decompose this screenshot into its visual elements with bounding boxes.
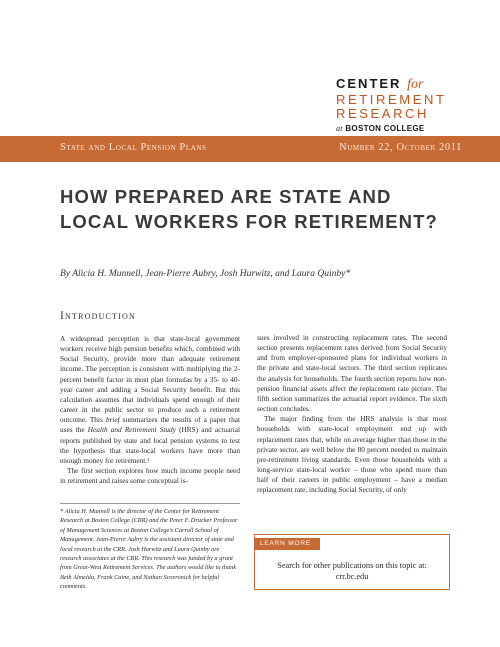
- website-link[interactable]: crr.bc.edu: [335, 572, 369, 581]
- learn-more-line: Search for other publications on this topic at:: [277, 561, 427, 570]
- byline: By Alicia H. Munnell, Jean-Pierre Aubry, Josh Hurwitz, and Laura Quinby*: [60, 269, 351, 279]
- body-paragraph-1: sues involved in constructing replacement rates. The second section presents replacement rates derived from Social Security and from employer-sponsored plans for individual workers in the private and state-local sectors. The third section replicates the analysis for households. The fourth section reports how non-pension financial assets affect the replacement rate picture. The fifth section summarizes the actuarial report evidence. The sixth section concludes.: [257, 333, 447, 414]
- section-heading: Introduction: [60, 310, 137, 322]
- right-column: [257, 333, 447, 496]
- footnote-divider: [60, 503, 240, 504]
- series-name: State and Local Pension Plans: [60, 142, 207, 153]
- crr-logo: [336, 76, 454, 133]
- learn-more-tab: LEARN MORE: [254, 538, 320, 550]
- body-paragraph-2: The major finding from the HRS analysis is that most households with state-local employment end up with replacement rates that, while on average higher than those in the private sector, are well below the 80 percent needed to maintain pre-retirement living standards. Even those households with a long-service state-local worker – those who spend more than half of their careers in public employment – have a median replacement rate, including Social Security, of only: [257, 414, 447, 495]
- page-title: HOW PREPARED ARE STATE AND LOCAL WORKERS FOR RETIREMENT?: [60, 186, 438, 232]
- logo-line-retirement: RETIREMENT: [336, 92, 447, 107]
- author-footnote: * Alicia H. Munnell is the director of the Center for Retirement Research at Boston College (CRR) and the Peter F. Drucker Professor of Management Sciences at Boston College's Carroll School of Management. Jean-Pierre Aubry is the assistant director of state and local research at the CRR. Josh Hurwitz and Laura Quinby are research associates at the CRR. This research was funded by a grant from Great-West Retirement Services. The authors would like to thank Beth Almeida, Frank Caine, and Nathan Scovronick for helpful comments.: [60, 508, 238, 591]
- series-banner: [0, 136, 500, 162]
- intro-paragraph-2: The first section explores how much income people need in retirement and raises some conceptual is-: [60, 466, 240, 486]
- logo-line-boston-college: at BOSTON COLLEGE: [336, 124, 425, 133]
- intro-paragraph-1: A widespread perception is that state-local government workers receive high pension benefits which, combined with Social Security, provide more than adequate retirement income. The perception is consistent with multiplying the 2-percent benefit factor in most plan formulas by a 35- to 40-year career and adding a Social Security benefit. But this calculation assumes that individuals spend enough of their career in the public sector to produce such a retirement outcome. This brief summarizes the results of a paper that uses the Health and Retirement Study (HRS) and actuarial reports published by state and local pension systems to test the hypothesis that state-local workers have more than enough money for retirement.¹: [60, 334, 241, 465]
- issue-number-date: Number 22, October 2011: [339, 142, 462, 153]
- learn-more-text: [262, 560, 442, 582]
- logo-line-center: CENTER for: [336, 76, 424, 92]
- logo-line-research: RESEARCH: [336, 106, 430, 121]
- left-column: [60, 334, 240, 486]
